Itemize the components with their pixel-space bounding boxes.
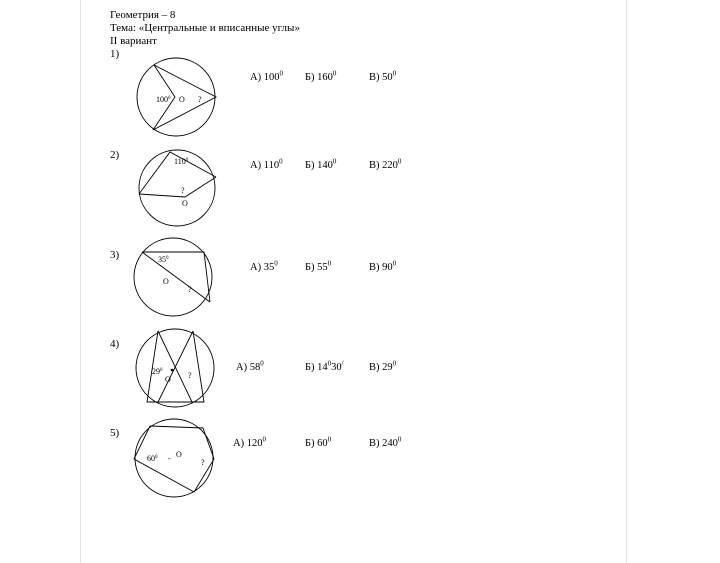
answer-a[interactable]: А) $35^0$: [250, 259, 278, 273]
answer-a[interactable]: А) $120^0$: [233, 435, 266, 449]
center-label: O: [165, 375, 171, 384]
unknown-label: ?: [188, 285, 192, 294]
problem-number: 5): [110, 427, 120, 439]
answer-b[interactable]: Б) $14^030^/$: [305, 359, 344, 373]
answer-a[interactable]: А) $100^0$: [250, 69, 283, 83]
problem-2-figure: [130, 145, 225, 230]
center-label: O: [176, 450, 182, 459]
subject-title: Геометрия – 8: [110, 9, 176, 21]
problem-number: 4): [110, 338, 120, 350]
center-dot: -: [168, 454, 171, 463]
problem-number: 1): [110, 48, 120, 60]
center-label: O: [179, 95, 185, 104]
unknown-label: ?: [188, 371, 192, 380]
variant-label: II вариант: [110, 35, 157, 47]
angle-label: $29^0$: [152, 367, 163, 376]
angle-label: $100^0$: [156, 95, 171, 104]
problem-5-figure: [127, 416, 222, 501]
answer-c[interactable]: В) $220^0$: [369, 157, 402, 171]
circle: [137, 58, 215, 136]
answer-b[interactable]: Б) $55^0$: [305, 259, 332, 273]
center-label: O: [182, 199, 188, 208]
answer-b[interactable]: Б) $160^0$: [305, 69, 337, 83]
inscribed-angle-right: [158, 331, 204, 402]
unknown-label: ?: [198, 95, 202, 104]
problem-number: 2): [110, 149, 120, 161]
problem-number: 3): [110, 249, 120, 261]
answer-c[interactable]: В) $50^0$: [369, 69, 397, 83]
center-label: O: [163, 277, 169, 286]
problem-1-figure: [128, 55, 223, 140]
angle-label: $35^0$: [158, 255, 169, 264]
answer-c[interactable]: В) $29^0$: [369, 359, 397, 373]
answer-b[interactable]: Б) $140^0$: [305, 157, 337, 171]
unknown-label: ?: [181, 186, 185, 195]
answer-a[interactable]: А) $58^0$: [236, 359, 264, 373]
problem-4-figure: [128, 326, 223, 411]
answer-a[interactable]: А) $110^0$: [250, 157, 283, 171]
answer-b[interactable]: Б) $60^0$: [305, 435, 332, 449]
problem-3-figure: [126, 235, 221, 320]
unknown-label: ?: [201, 458, 205, 467]
central-angle: [139, 177, 216, 197]
angle-label: $110^0$: [174, 157, 189, 166]
angle-label: $60^0$: [147, 454, 158, 463]
diameter: [142, 252, 210, 302]
center-point: [171, 369, 174, 372]
answer-c[interactable]: В) $90^0$: [369, 259, 397, 273]
topic-title: Тема: «Центральные и вписанные углы»: [110, 22, 300, 34]
circle: [134, 238, 212, 316]
answer-c[interactable]: В) $240^0$: [369, 435, 402, 449]
